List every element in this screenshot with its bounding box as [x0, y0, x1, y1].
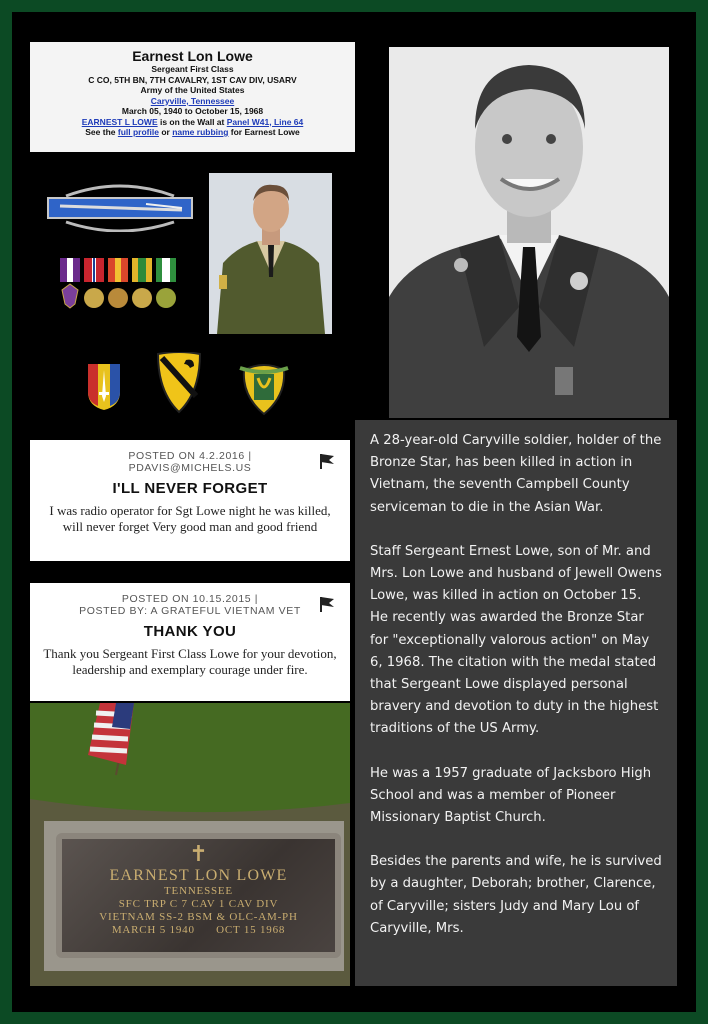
name-rubbing-link[interactable]: name rubbing	[172, 127, 229, 137]
grave-line-2: VIETNAM SS-2 BSM & OLC-AM-PH	[99, 911, 298, 923]
comment-body: Thank you Sergeant First Class Lowe for your devotion, leadership and exemplary courage under fire.	[43, 646, 337, 677]
comment-title: THANK YOU	[143, 623, 237, 640]
full-profile-link[interactable]: full profile	[117, 127, 159, 137]
panel-link[interactable]: Panel W41, Line 64	[226, 116, 304, 127]
comment-author: PDAVIS@MICHELS.US	[128, 462, 252, 474]
combat-infantry-badge-icon	[46, 182, 194, 232]
see-text: See the	[85, 127, 118, 137]
soldier-dates: March 05, 1940 to October 15, 1968	[121, 106, 264, 116]
cross-icon: ✝	[189, 841, 208, 866]
for-text: for Earnest Lowe	[228, 127, 300, 137]
grave-photo	[30, 703, 350, 986]
grave-marker	[56, 833, 341, 958]
portrait-small	[209, 173, 332, 334]
comment-card	[30, 440, 350, 561]
flag-icon[interactable]	[318, 595, 336, 613]
usarv-patch-icon	[86, 362, 122, 412]
1st-cav-patch-icon	[156, 352, 202, 414]
comment-body: I was radio operator for Sgt Lowe night he was killed, will never forget Very good man and good friend	[49, 503, 331, 534]
flag-icon[interactable]	[318, 452, 336, 470]
article-paragraph: Besides the parents and wife, he is survived by a daughter, Deborah; brother, Clarence, of Caryville; sisters Judy and Mary Lou of Caryville, Mrs.	[370, 854, 662, 936]
wall-name-link[interactable]: EARNEST L LOWE	[81, 116, 158, 127]
soldier-name: Earnest Lon Lowe	[132, 48, 253, 64]
hometown-link[interactable]: Caryville, Tennessee	[150, 95, 235, 106]
grave-state: TENNESSEE	[164, 885, 233, 897]
portrait-large	[389, 47, 669, 418]
comment-author: POSTED BY: A GRATEFUL VIETNAM VET	[79, 605, 301, 617]
grave-line-1: SFC TRP C 7 CAV 1 CAV DIV	[118, 898, 279, 910]
article-paragraph: A 28-year-old Caryville soldier, holder of the Bronze Star, has been killed in action in Vietnam, the seventh Campbell County serviceman to die in the Asian War.	[370, 433, 662, 515]
obituary-article	[355, 420, 677, 986]
wall-text: is on the Wall at	[157, 116, 227, 127]
header-card	[30, 42, 355, 152]
meta-separator: |	[254, 593, 259, 605]
grave-name: EARNEST LON LOWE	[109, 867, 288, 884]
grave-line-3: MARCH 5 1940 OCT 15 1968	[111, 924, 286, 936]
article-paragraph: He was a 1957 graduate of Jacksboro High School and was a member of Pioneer Missionary Baptist Church.	[370, 765, 652, 826]
comment-date: POSTED ON 4.2.2016	[128, 450, 245, 462]
soldier-unit: C CO, 5TH BN, 7TH CAVALRY, 1ST CAV DIV, USARV	[88, 74, 297, 85]
comment-date: POSTED ON 10.15.2015	[121, 593, 252, 605]
7th-cavalry-crest-icon	[236, 360, 292, 416]
soldier-rank: Sergeant First Class	[151, 64, 234, 74]
or-text: or	[158, 127, 173, 137]
medal-ribbons-icon	[58, 258, 182, 314]
comment-title: I'LL NEVER FORGET	[112, 480, 268, 497]
meta-separator: |	[248, 450, 252, 462]
soldier-branch: Army of the United States	[140, 85, 245, 95]
article-paragraph: Staff Sergeant Ernest Lowe, son of Mr. and Mrs. Lon Lowe and husband of Jewell Owens Lowe, was killed in action on October 15. He recently was awarded the Bronze Star for "exceptionally valorous action" on May 6, 1968. The citation with the medal stated that Sergeant Lowe displayed personal bravery and devotion to duty in the highest traditions of the US Army.	[370, 543, 662, 737]
comment-card	[30, 583, 350, 701]
